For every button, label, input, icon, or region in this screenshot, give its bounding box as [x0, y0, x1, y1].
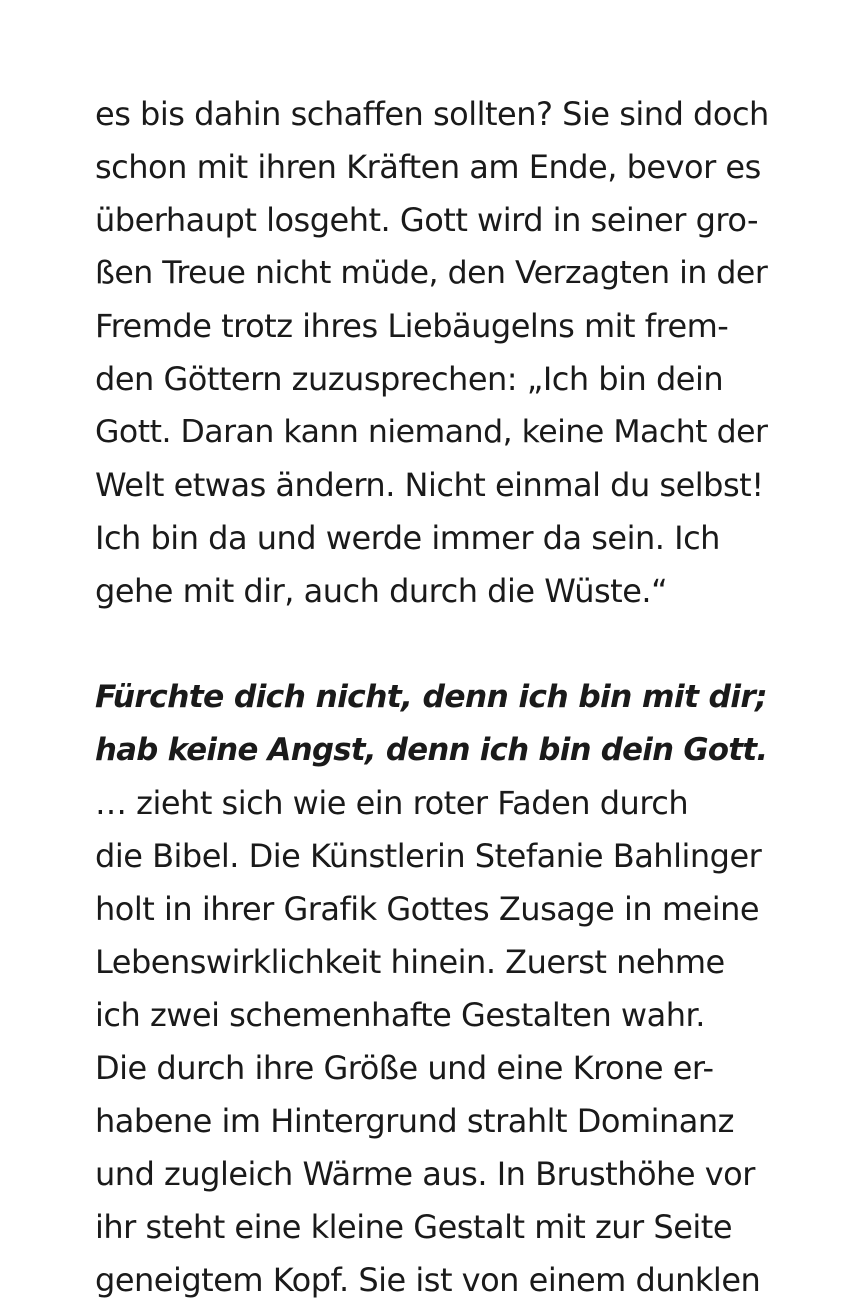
text-line: Welt etwas ändern. Nicht einmal du selbst!: [95, 466, 764, 504]
text-line: habene im Hintergrund strahlt Dominanz: [95, 1102, 734, 1140]
paragraph-spacer: [95, 618, 775, 671]
text-line: ich zwei schemenhafte Gestalten wahr.: [95, 996, 705, 1034]
text-line: Gott. Daran kann niemand, keine Macht der: [95, 414, 768, 450]
text-line: ßen Treue nicht müde, den Verzagten in der: [95, 255, 768, 291]
text-line: ihr steht eine kleine Gestalt mit zur Seite: [95, 1208, 732, 1246]
paragraph-2: [95, 777, 775, 1307]
text-line: geneigtem Kopf. Sie ist von einem dunklen: [95, 1261, 761, 1299]
text-line: den Göttern zuzusprechen: „Ich bin dein: [95, 360, 724, 398]
paragraph-1: [95, 88, 775, 618]
quote-line: Fürchte dich nicht, denn ich bin mit dir;: [95, 679, 767, 715]
text-line: Ich bin da und werde immer da sein. Ich: [95, 519, 720, 557]
text-line: … zieht sich wie ein roter Faden durch: [95, 784, 689, 822]
text-line: die Bibel. Die Künstlerin Stefanie Bahlinger: [95, 837, 762, 875]
text-line: und zugleich Wärme aus. In Brusthöhe vor: [95, 1155, 755, 1193]
text-line: es bis dahin schaffen sollten? Sie sind doch: [95, 95, 769, 133]
text-line: schon mit ihren Kräften am Ende, bevor es: [95, 148, 761, 186]
document-page: [95, 88, 775, 1307]
quote-line: hab keine Angst, denn ich bin dein Gott.: [95, 732, 768, 768]
text-line: überhaupt losgeht. Gott wird in seiner gro-: [95, 201, 759, 239]
text-line: Lebenswirklichkeit hinein. Zuerst nehme: [95, 943, 725, 981]
text-line: holt in ihrer Grafik Gottes Zusage in meine: [95, 890, 760, 928]
bible-quote: [95, 671, 775, 777]
text-line: Fremde trotz ihres Liebäugelns mit frem-: [95, 307, 729, 345]
text-line: gehe mit dir, auch durch die Wüste.“: [95, 572, 668, 610]
text-line: Die durch ihre Größe und eine Krone er-: [95, 1049, 714, 1087]
